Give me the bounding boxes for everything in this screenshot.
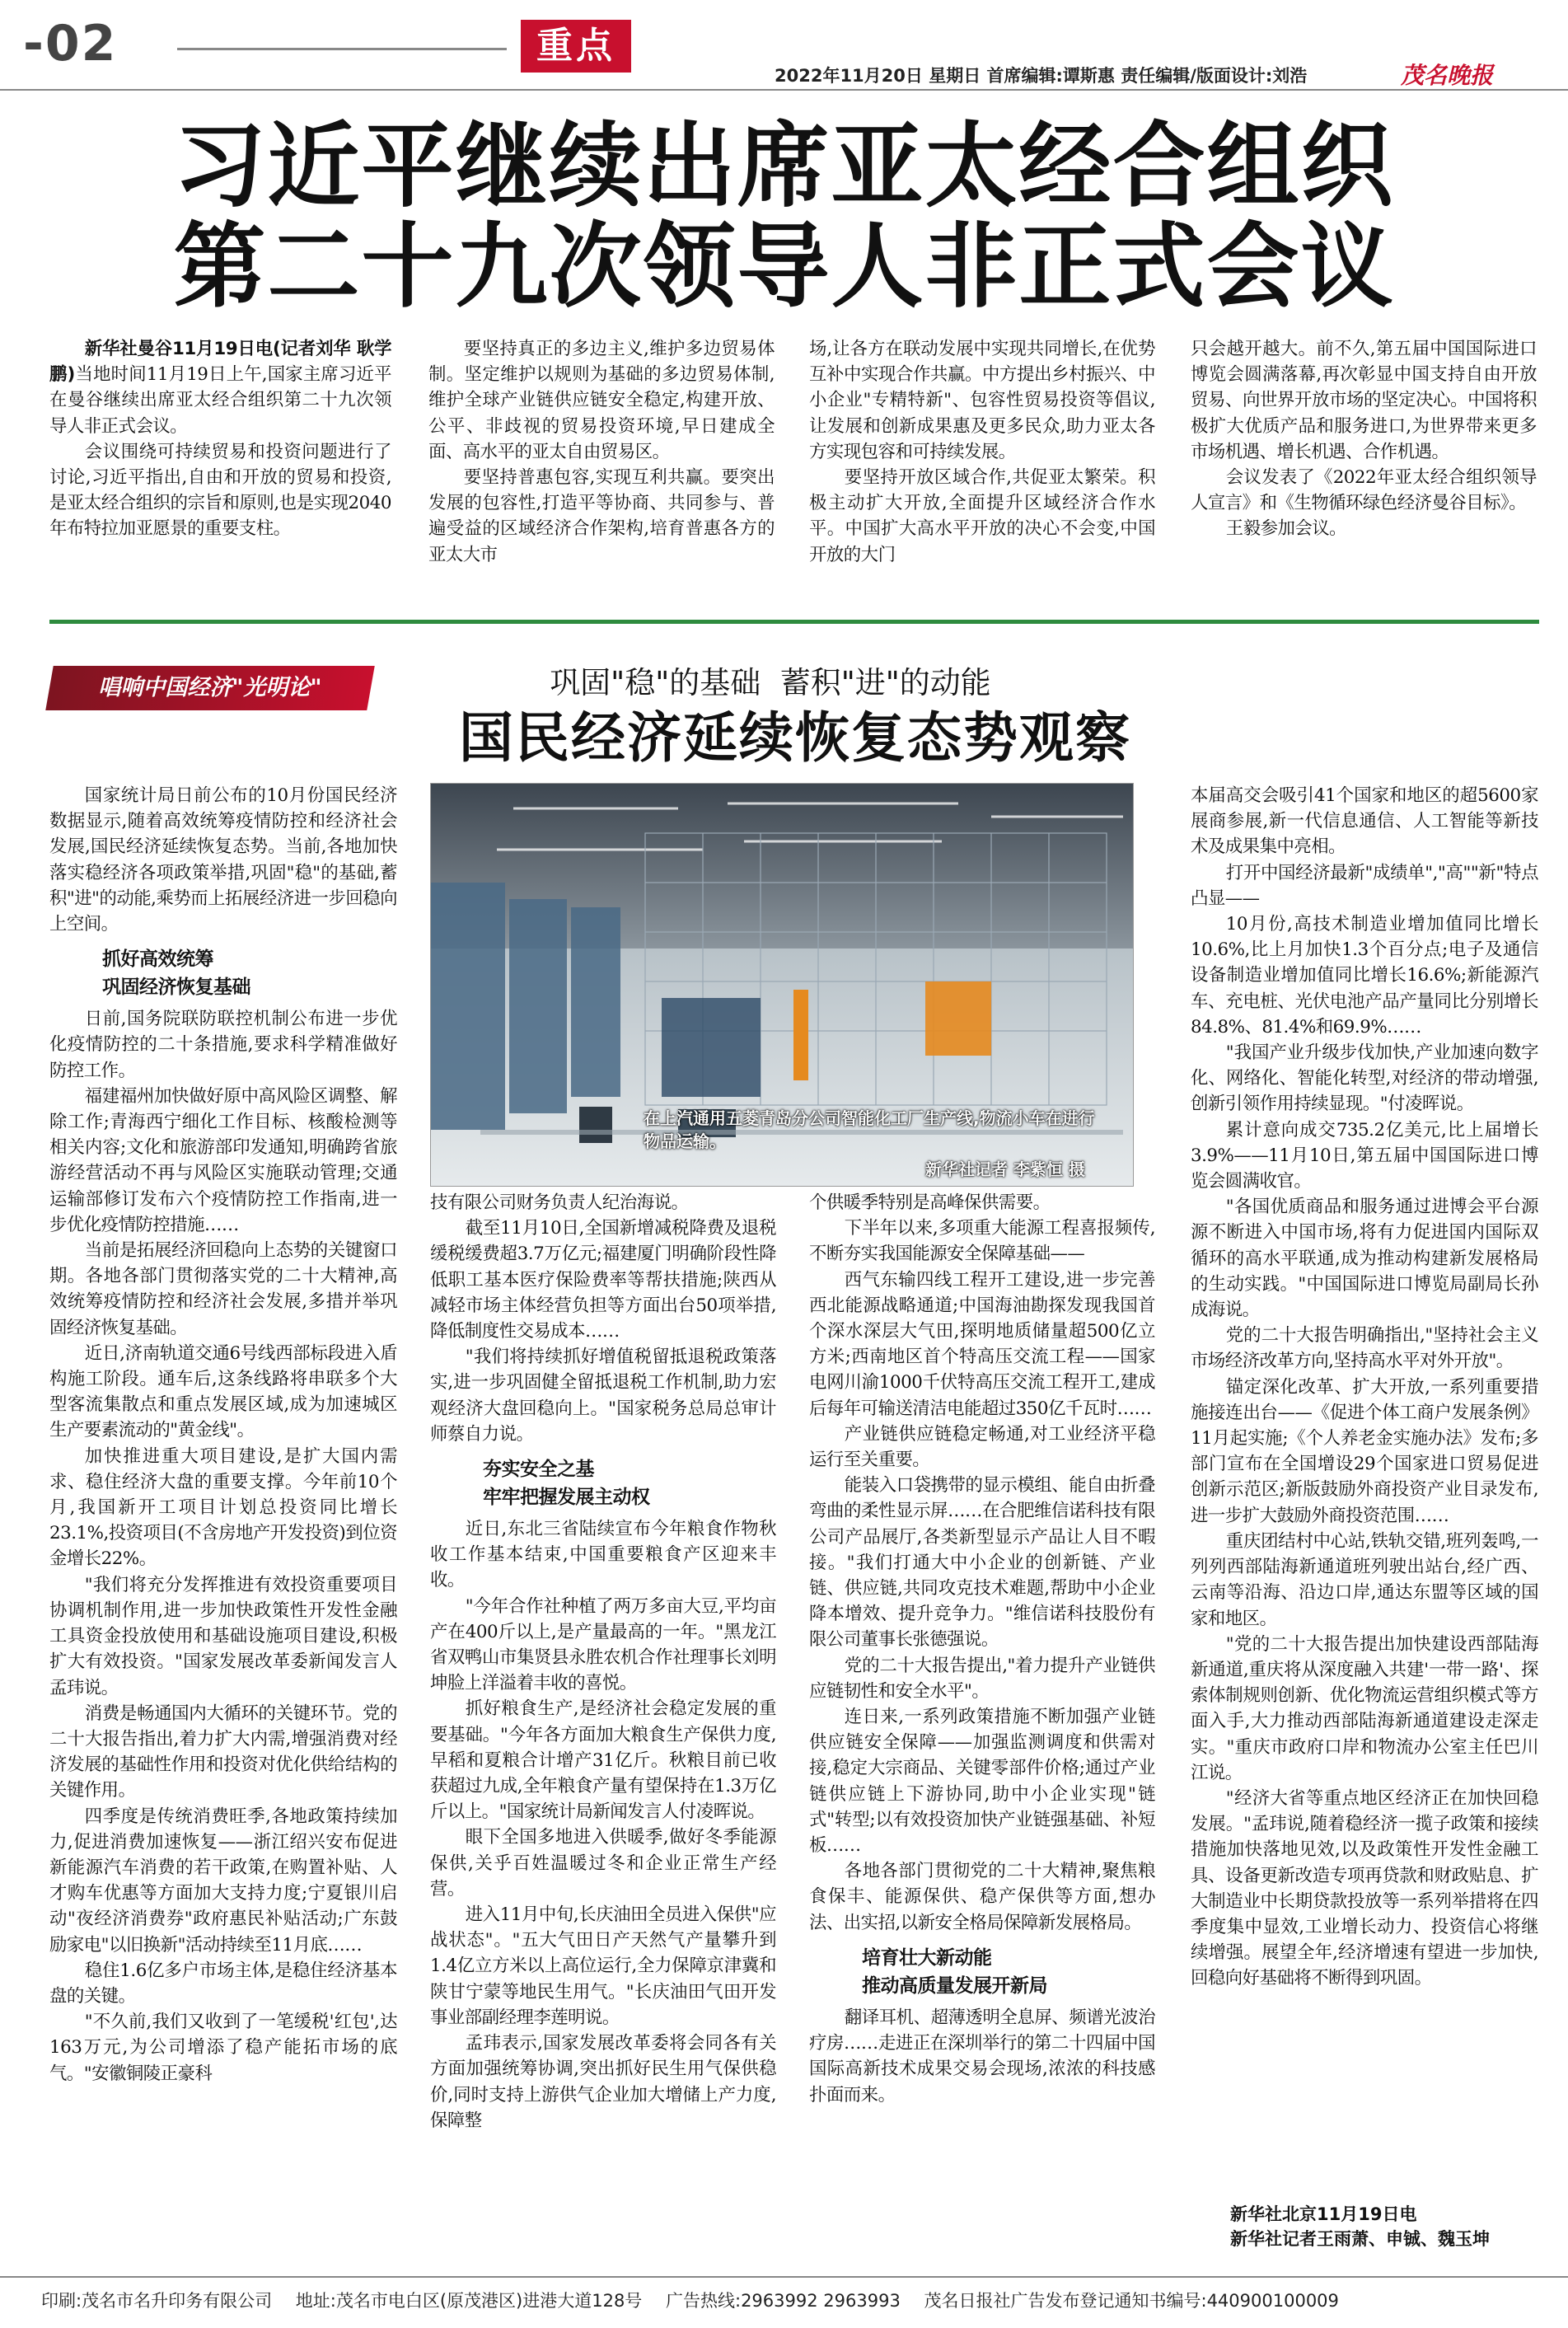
factory-photo <box>430 783 1134 1187</box>
paragraph: 要坚持开放区域合作,共促亚太繁荣。积极主动扩大开放,全面提升区域经济合作水平。中国扩大高水平开放的决心不会变,中国开放的大门 <box>809 467 1155 565</box>
paragraph: 要坚持真正的多边主义,维护多边贸易体制。坚定维护以规则为基础的多边贸易体制,维护全球产业链供应链安全稳定,构建开放、公平、非歧视的贸易投资环境,早日建成全面、高水平的亚太自由贸易区。 <box>428 339 775 462</box>
paragraph: 日前,国务院联防联控机制公布进一步优化疫情防控的二十条措施,要求科学精准做好防控工作。 <box>49 1009 397 1081</box>
paragraph: 各地各部门贯彻党的二十大精神,聚焦粮食保丰、能源保供、稳产保供等方面,想办法、出实招,以新安全格局保障新发展格局。 <box>809 1861 1155 1933</box>
subheading: 抓好高效统筹 巩固经济恢复基础 <box>102 949 250 999</box>
footer <box>41 2284 1541 2317</box>
footer-license: 茂名日报社广告发布登记通知书编号:440900100009 <box>924 2291 1339 2311</box>
paragraph: "我们将持续抓好增值税留抵退税政策落实,进一步巩固健全留抵退税工作机制,助力宏观经济大盘回稳向上。"国家税务总局总审计师蔡自力说。 <box>430 1347 776 1445</box>
page-number: -02 <box>23 15 118 73</box>
byline <box>1191 2202 1538 2251</box>
article-2-column-2 <box>430 1190 776 2269</box>
kicker: 巩固"稳"的基础 蓄积"进"的动能 <box>550 665 991 700</box>
newspaper-logo: 茂名晚报 <box>1401 62 1494 89</box>
header-rule <box>177 48 507 50</box>
paragraph: 个供暖季特别是高峰保供需要。 <box>809 1192 1051 1213</box>
paragraph: "我国产业升级步伐加快,产业加速向数字化、网络化、智能化转型,对经济的带动增强,创新引领作用持续显现。"付凌晖说。 <box>1191 1042 1538 1115</box>
paragraph: "各国优质商品和服务通过进博会平台源源不断进入中国市场,将有力促进国内国际双循环的高水平联通,成为推动构建新发展格局的生动实践。"中国国际进口博览局副局长孙成海说。 <box>1191 1197 1538 1321</box>
dateline: 新华社曼谷11月19日电(记者刘华 耿学鹏) <box>49 339 391 386</box>
paragraph: 累计意向成交735.2亿美元,比上届增长3.9%——11月10日,第五届中国国际进口博览会圆满收官。 <box>1191 1119 1538 1192</box>
article-2-column-1 <box>49 783 397 2269</box>
paragraph: 稳住1.6亿多户市场主体,是稳住经济基本盘的关键。 <box>49 1960 397 2007</box>
footer-rule <box>0 2276 1568 2278</box>
paragraph: 会议发表了《2022年亚太经合组织领导人宣言》和《生物循环绿色经济曼谷目标》。 <box>1191 467 1537 514</box>
photo-caption: 在上汽通用五菱青岛分公司智能化工厂生产线,物流小车在进行物品运输。 <box>644 1108 1095 1151</box>
subheading: 夯实安全之基 牢牢把握发展主动权 <box>483 1459 650 1509</box>
paragraph: 四季度是传统消费旺季,各地政策持续加力,促进消费加速恢复——浙江绍兴安布促进新能源汽车消费的若干政策,在购置补贴、人才购车优惠等方面加大支持力度;宁夏银川启动"夜经济消费券"政府惠民补贴活动;广东鼓励家电"以旧换新"活动持续至11月底…… <box>49 1806 397 1956</box>
paragraph: 眼下全国多地进入供暖季,做好冬季能源保供,关乎百姓温暖过冬和企业正常生产经营。 <box>430 1827 776 1899</box>
paragraph: 王毅参加会议。 <box>1225 518 1347 540</box>
paragraph: 党的二十大报告提出,"着力提升产业链供应链韧性和安全水平"。 <box>809 1655 1155 1702</box>
paragraph: "经济大省等重点地区经济正在加快回稳发展。"孟玮说,随着稳经济一揽子政策和接续措施加快落地见效,以及政策性开发性金融工具、设备更新改造专项再贷款和财政贴息、扩大制造业中长期贷款投放等一系列举措将在四季度集中显效,工业增长动力、投资信心将继续增强。展望全年,经济增速有望进一步加快,回稳向好基础将不断得到巩固。 <box>1191 1787 1538 1989</box>
headline-1-line2: 第二十九次领导人非正式会议 <box>173 213 1395 321</box>
paragraph: 国家统计局日前公布的10月份国民经济数据显示,随着高效统筹疫情防控和经济社会发展,国民经济延续恢复态势。当前,各地加快落实稳经济各项政策举措,巩固"稳"的基础,蓄积"进"的动能,乘势而上拓展经济进一步回稳向上空间。 <box>49 785 397 935</box>
paragraph: 进入11月中旬,长庆油田全员进入保供"应战状态"。"五大气田日产天然气产量攀升到1.4亿立方米以上高位运行,全力保障京津冀和陕甘宁蒙等地民生用气。"长庆油田气田开发事业部副经理李莲明说。 <box>430 1904 776 2028</box>
paragraph: 截至11月10日,全国新增减税降费及退税缓税缓费超3.7万亿元;福建厦门明确阶段性降低职工基本医疗保险费率等帮扶措施;陕西从减轻市场主体经营负担等方面出台50项举措,降低制度性交易成本…… <box>430 1218 776 1342</box>
section-divider <box>49 620 1539 624</box>
paragraph: 连日来,一系列政策措施不断加强产业链供应链安全保障——加强监测调度和供需对接,稳定大宗商品、关键零部件价格;通过产业链供应链上下游协同,助中小企业实现"链式"转型;以有效投资加快产业链强基础、补短板…… <box>809 1707 1155 1857</box>
byline-reporters: 新华社记者王雨萧、申铖、魏玉坤 <box>1230 2229 1490 2249</box>
paragraph: 本届高交会吸引41个国家和地区的超5600家展商参展,新一代信息通信、人工智能等新技术及成果集中亮相。 <box>1191 785 1538 858</box>
section-label: 重点 <box>536 25 615 67</box>
article-1-column-2 <box>428 336 775 608</box>
paragraph: 要坚持普惠包容,实现互利共赢。要突出发展的包容性,打造平等协商、共同参与、普遍受益的区域经济合作架构,培育普惠各方的亚太大市 <box>428 467 775 565</box>
paragraph: 当前是拓展经济回稳向上态势的关键窗口期。各地各部门贯彻落实党的二十大精神,高效统筹疫情防控和经济社会发展,多措并举巩固经济恢复基础。 <box>49 1240 397 1338</box>
byline-dateline: 新华社北京11月19日电 <box>1230 2204 1417 2224</box>
paragraph: 能装入口袋携带的显示模组、能自由折叠弯曲的柔性显示屏……在合肥维信诺科技有限公司产品展厅,各类新型显示产品让人目不暇接。"我们打通大中小企业的创新链、产业链、供应链,共同攻克技术难题,帮助中小企业降本增效、提升竞争力。"维信诺科技股份有限公司董事长张德强说。 <box>809 1475 1155 1651</box>
subheading: 培育壮大新动能 推动高质量发展开新局 <box>862 1946 1047 1997</box>
paragraph: "不久前,我们又收到了一笔缓税'红包',达163万元,为公司增添了稳产能拓市场的底气。"安徽铜陵正豪科 <box>49 2012 397 2084</box>
paragraph: 10月份,高技术制造业增加值同比增长10.6%,比上月加快1.3个百分点;电子及通信设备制造业增加值同比增长16.6%;新能源汽车、充电桩、光伏电池产品产量同比分别增长84.8%、81.4%和69.9%…… <box>1191 914 1538 1038</box>
photo-credit: 新华社记者 李紫恒 摄 <box>925 1159 1085 1179</box>
article-1-column-4 <box>1191 336 1537 608</box>
article-2-column-4 <box>1191 783 1538 2200</box>
paragraph: 下半年以来,多项重大能源工程喜报频传,不断夯实我国能源安全保障基础—— <box>809 1218 1155 1265</box>
column-tag-label: 唱响中国经济"光明论" <box>98 675 322 700</box>
headline-1-line1: 习近平继续出席亚太经合组织 <box>173 113 1395 220</box>
paragraph: 近日,济南轨道交通6号线西部标段进入盾构施工阶段。通车后,这条线路将串联多个大型客流集散点和重点发展区域,成为加速城区生产要素流动的"黄金线"。 <box>49 1342 397 1441</box>
footer-printer: 印刷:茂名市名升印务有限公司 <box>41 2291 273 2311</box>
paragraph: 加快推进重大项目建设,是扩大国内需求、稳住经济大盘的重要支撑。今年前10个月,我国新开工项目计划总投资同比增长23.1%,投资项目(不含房地产开发投资)到位资金增长22%。 <box>49 1445 397 1570</box>
paragraph: 西气东输四线工程开工建设,进一步完善西北能源战略通道;中国海油勘探发现我国首个深水深层大气田,探明地质储量超500亿立方米;西南地区首个特高压交流工程——国家电网川渝1000千伏特高压交流工程开工,建成后每年可输送清洁电能超过350亿千瓦时…… <box>809 1269 1155 1419</box>
paragraph: 福建福州加快做好原中高风险区调整、解除工作;青海西宁细化工作目标、核酸检测等相关内容;文化和旅游部印发通知,明确跨省旅游经营活动不再与风险区实施联动管理;交通运输部修订发布六个疫情防控工作指南,进一步优化疫情防控措施…… <box>49 1085 397 1235</box>
footer-address: 地址:茂名市电白区(原茂港区)进港大道128号 <box>295 2291 643 2311</box>
headline-2: 国民经济延续恢复态势观察 <box>459 706 1131 770</box>
paragraph: 重庆团结村中心站,铁轨交错,班列轰鸣,一列列西部陆海新通道班列驶出站台,经广西、云南等沿海、沿边口岸,通达东盟等区域的国家和地区。 <box>1191 1530 1538 1629</box>
article-2-column-3 <box>809 1190 1155 2269</box>
header-date-editors: 2022年11月20日 星期日 首席编辑:谭斯惠 责任编辑/版面设计:刘浩 <box>775 66 1308 86</box>
paragraph: 翻译耳机、超薄透明全息屏、频谱光波治疗房……走进正在深圳举行的第二十四届中国国际高新技术成果交易会现场,浓浓的科技感扑面而来。 <box>809 2007 1155 2106</box>
paragraph: "我们将充分发挥推进有效投资重要项目协调机制作用,进一步加快政策性开发性金融工具资金投放使用和基础设施项目建设,积极扩大有效投资。"国家发展改革委新闻发言人孟玮说。 <box>49 1574 397 1698</box>
article-1-column-3 <box>809 336 1155 608</box>
paragraph: 技有限公司财务负责人纪治海说。 <box>430 1192 689 1213</box>
paragraph: 产业链供应链稳定畅通,对工业经济平稳运行至关重要。 <box>809 1423 1155 1471</box>
paragraph: 只会越开越大。前不久,第五届中国国际进口博览会圆满落幕,再次彰显中国支持自由开放贸易、向世界开放市场的坚定决心。中国将积极扩大优质产品和服务进口,为世界带来更多市场机遇、增长机遇、合作机遇。 <box>1191 339 1537 462</box>
article-1-column-1: 新华社曼谷11月19日电(记者刘华 耿学鹏)当地时间11月19日上午,国家主席习近平在曼谷继续出席亚太经合组织第二十九次领导人非正式会议。 会议围绕可持续贸易和投资问题进行了讨论,习近平指出,自由和开放的贸易和投资,是亚太经合组织的宗旨和原则,也是实现2040年布特拉加亚愿景的重要支柱。 <box>49 336 391 608</box>
paragraph: 打开中国经济最新"成绩单","高""新"特点凸显—— <box>1191 862 1538 909</box>
paragraph: 孟玮表示,国家发展改革委将会同各有关方面加强统筹协调,突出抓好民生用气保供稳价,同时支持上游供气企业加大增储上产力度,保障整 <box>430 2033 776 2131</box>
paragraph: "党的二十大报告提出加快建设西部陆海新通道,重庆将从深度融入共建'一带一路'、探索体制规则创新、优化物流运营组织模式等方面入手,大力推动西部陆海新通道建设走深走实。"重庆市政府口岸和物流办公室主任巴川江说。 <box>1191 1633 1538 1783</box>
paragraph: 抓好粮食生产,是经济社会稳定发展的重要基础。"今年各方面加大粮食生产保供力度,早稻和夏粮合计增产31亿斤。秋粮目前已收获超过九成,全年粮食产量有望保持在1.3万亿斤以上。"国家统计局新闻发言人付凌晖说。 <box>430 1698 776 1823</box>
header-bottom-rule <box>0 89 1568 91</box>
paragraph: 会议围绕可持续贸易和投资问题进行了讨论,习近平指出,自由和开放的贸易和投资,是亚太经合组织的宗旨和原则,也是实现2040年布特拉加亚愿景的重要支柱。 <box>49 441 391 540</box>
paragraph: 党的二十大报告明确指出,"坚持社会主义市场经济改革方向,坚持高水平对外开放"。 <box>1191 1325 1538 1372</box>
paragraph: 近日,东北三省陆续宣布今年粮食作物秋收工作基本结束,中国重要粮食产区迎来丰收。 <box>430 1519 776 1591</box>
paragraph: 消费是畅通国内大循环的关键环节。党的二十大报告指出,着力扩大内需,增强消费对经济发展的基础性作用和投资对优化供给结构的关键作用。 <box>49 1703 397 1801</box>
paragraph: "今年合作社种植了两万多亩大豆,平均亩产在400斤以上,是产量最高的一年。"黑龙江省双鸭山市集贤县永胜农机合作社理事长刘明坤脸上洋溢着丰收的喜悦。 <box>430 1595 776 1694</box>
paragraph: 锚定深化改革、扩大开放,一系列重要措施接连出台——《促进个体工商户发展条例》11月起实施;《个人养老金实施办法》发布;多部门宣布在全国增设29个国家进口贸易促进创新示范区;新版鼓励外商投资产业目录发布,进一步扩大鼓励外商投资范围…… <box>1191 1376 1538 1526</box>
footer-hotline: 广告热线:2963992 2963993 <box>666 2291 901 2311</box>
paragraph: 场,让各方在联动发展中实现共同增长,在优势互补中实现合作共赢。中方提出乡村振兴、中小企业"专精特新"、包容性贸易投资等倡议,让发展和创新成果惠及更多民众,助力亚太各方实现包容和可持续发展。 <box>809 339 1155 462</box>
